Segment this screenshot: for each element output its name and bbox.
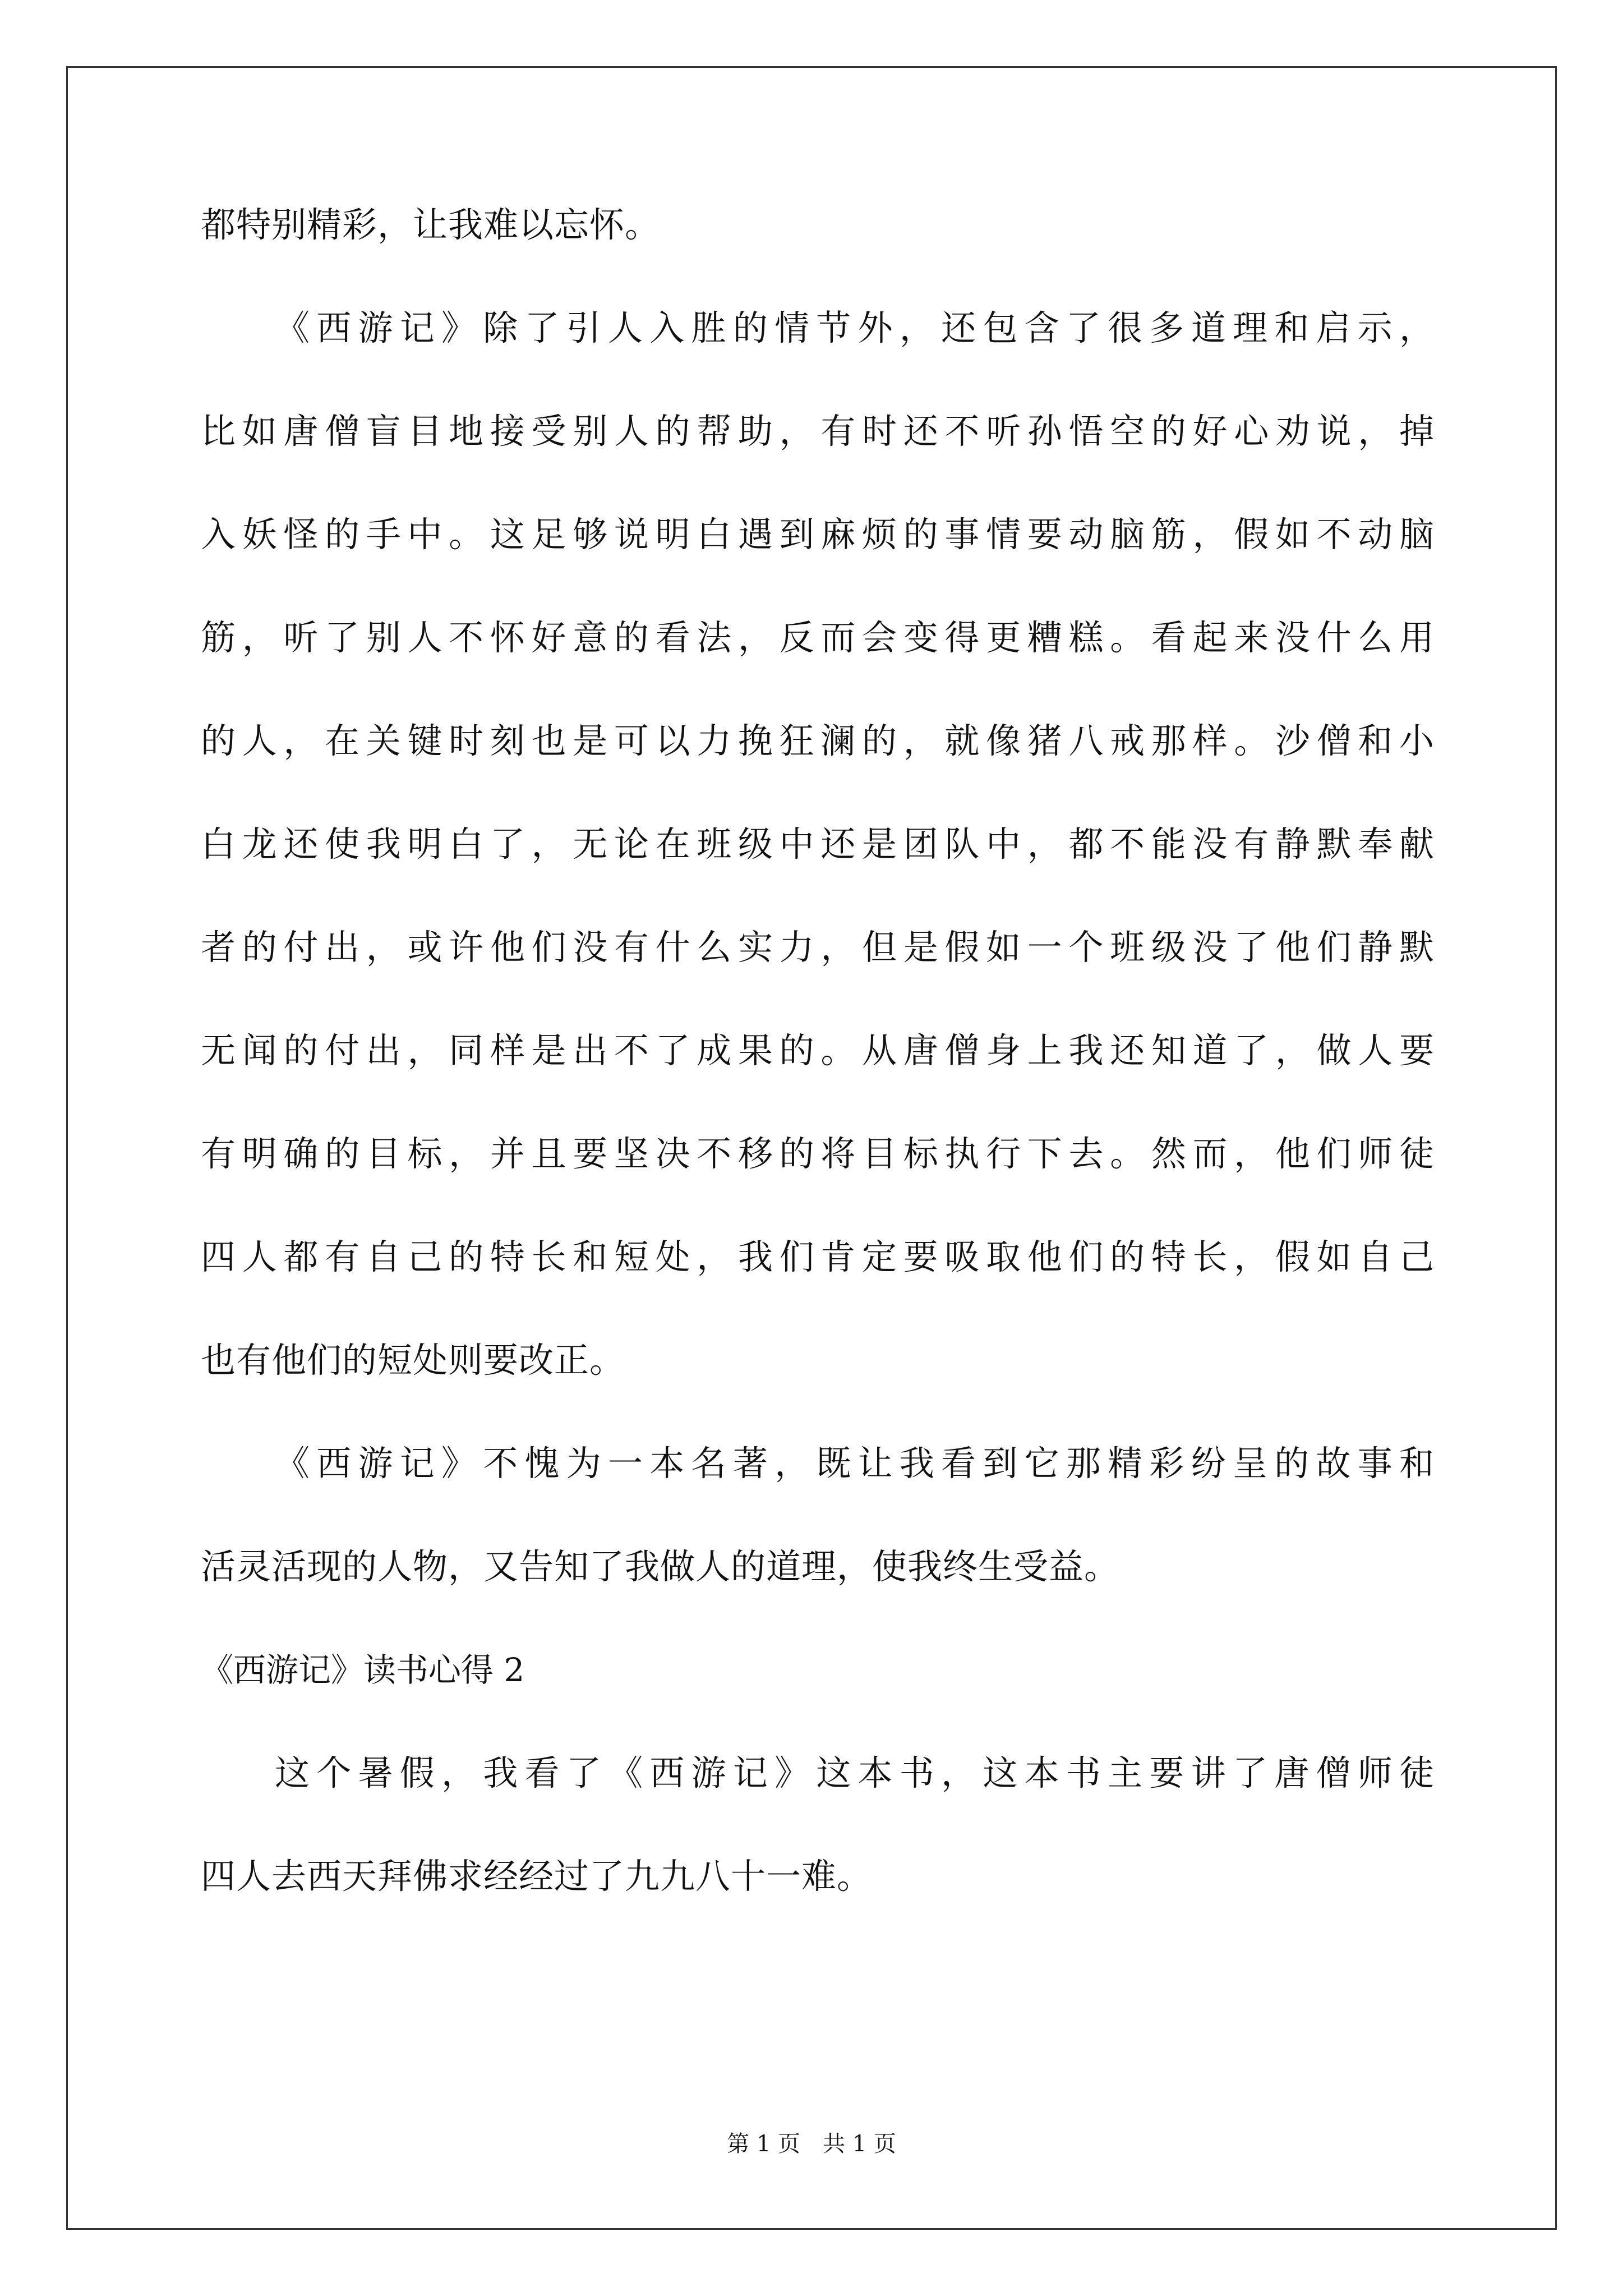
section-heading: 《西游记》读书心得 2	[201, 1651, 525, 1689]
paragraph-line: 也有他们的短处则要改正。	[201, 1340, 625, 1381]
paragraph-line: 的人，在关键时刻也是可以力挽狂澜的，就像猪八戒那样。沙僧和小	[201, 720, 1435, 761]
document-body	[201, 204, 1435, 1962]
paragraph-line: 四人都有自己的特长和短处，我们肯定要吸取他们的特长，假如自己	[201, 1236, 1435, 1277]
paragraph-line: 者的付出，或许他们没有什么实力，但是假如一个班级没了他们静默	[201, 927, 1435, 968]
paragraph-line: 这个暑假，我看了《西游记》这本书，这本书主要讲了唐僧师徒	[275, 1752, 1435, 1793]
page-footer: 第 1 页 共 1 页	[727, 2131, 896, 2157]
paragraph-line: 都特别精彩，让我难以忘怀。	[201, 204, 661, 245]
paragraph-line: 无闻的付出，同样是出不了成果的。从唐僧身上我还知道了，做人要	[201, 1030, 1435, 1071]
paragraph-line: 有明确的目标，并且要坚决不移的将目标执行下去。然而，他们师徒	[201, 1133, 1435, 1174]
paragraph-line: 四人去西天拜佛求经经过了九九八十一难。	[201, 1856, 873, 1897]
paragraph-line: 活灵活现的人物，又告知了我做人的道理，使我终生受益。	[201, 1546, 1120, 1587]
paragraph-line: 《西游记》不愧为一本名著，既让我看到它那精彩纷呈的故事和	[275, 1443, 1435, 1484]
paragraph-line: 筋，听了别人不怀好意的看法，反而会变得更糟糕。看起来没什么用	[201, 617, 1435, 658]
paragraph-line: 《西游记》除了引人入胜的情节外，还包含了很多道理和启示，	[275, 307, 1435, 348]
paragraph-line: 比如唐僧盲目地接受别人的帮助，有时还不听孙悟空的好心劝说，掉	[201, 411, 1435, 452]
paragraph-line: 白龙还使我明白了，无论在班级中还是团队中，都不能没有静默奉献	[201, 823, 1435, 864]
paragraph-line: 入妖怪的手中。这足够说明白遇到麻烦的事情要动脑筋，假如不动脑	[201, 514, 1435, 555]
